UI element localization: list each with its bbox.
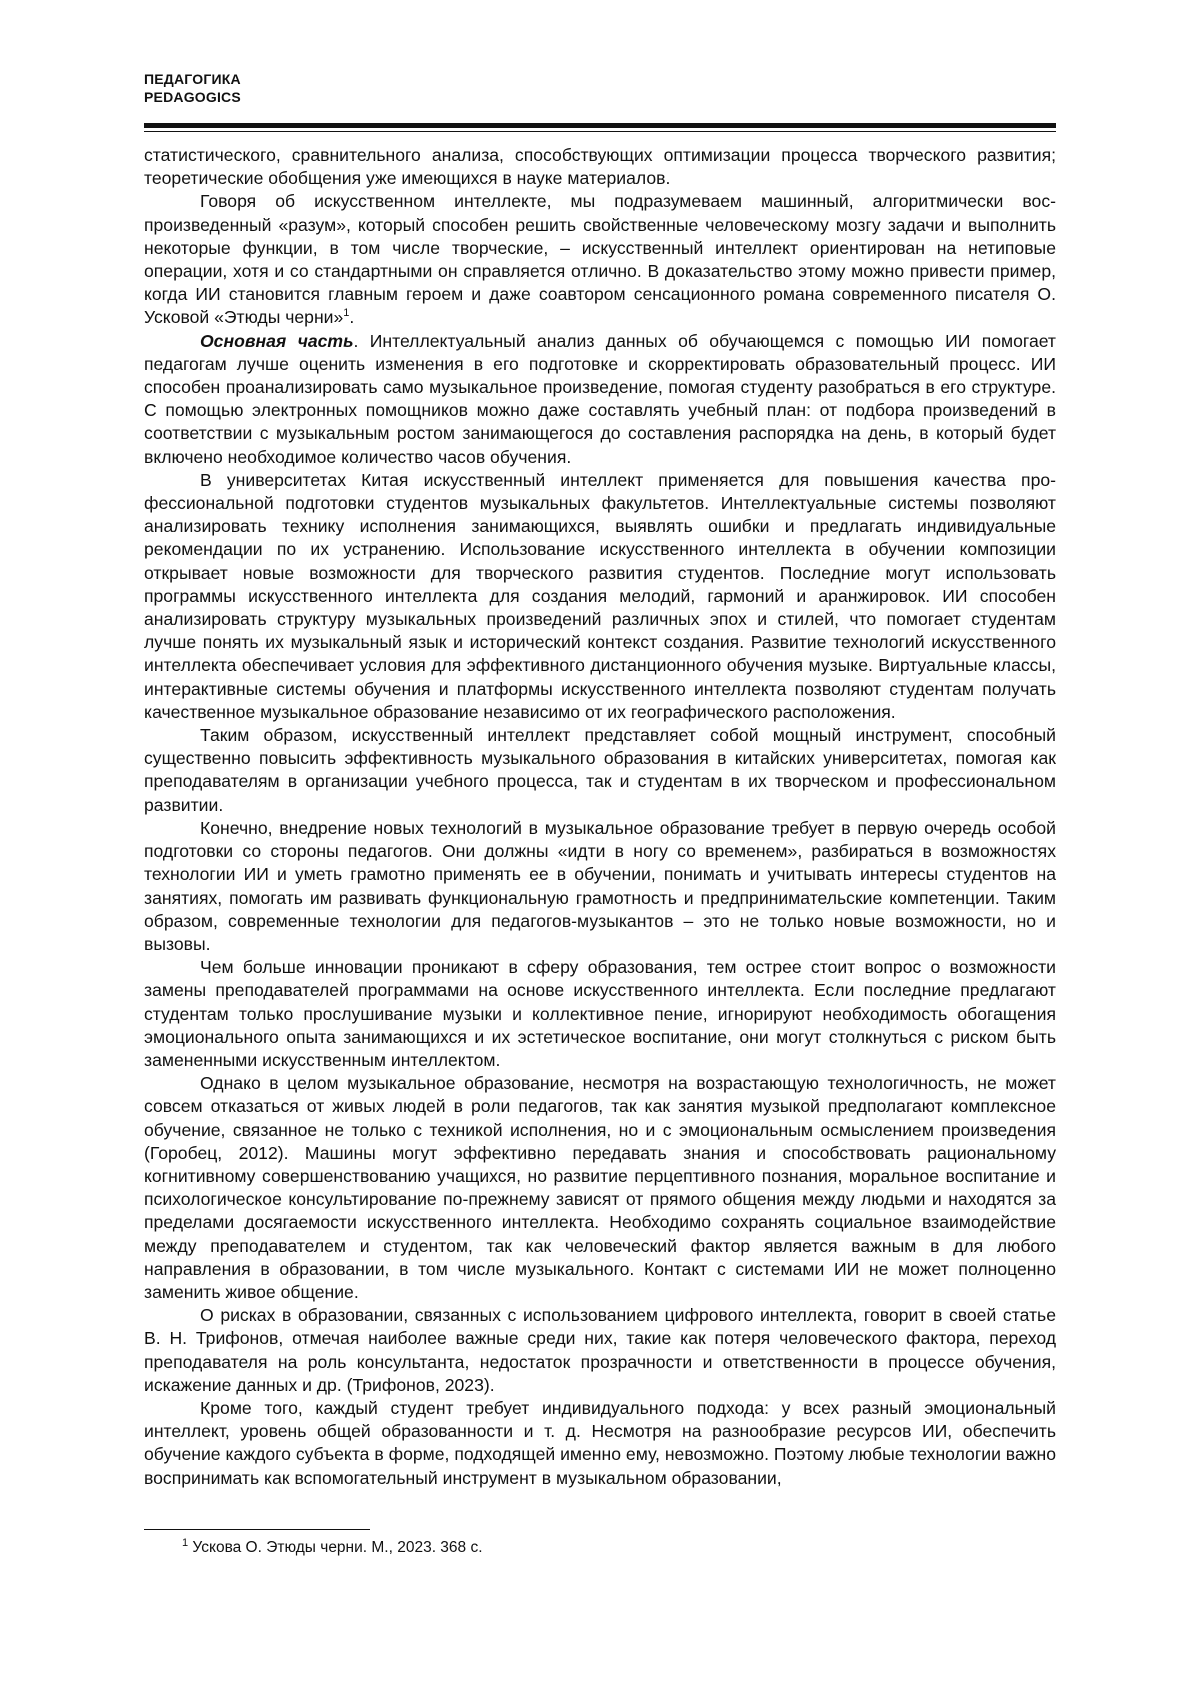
article-body <box>144 144 1056 1490</box>
footnote-reference[interactable]: 1 <box>343 307 350 320</box>
paragraph: Чем больше инновации проникают в сферу образования, тем острее стоит вопрос о возможности замены преподавателей программами на основе искусственного интеллекта. Если последние предлагают студентам только прослушивание музыки и коллективное пение, игнорируют необходимость обогащения эмоционального опыта занимающихся и их эстетическое воспитание, они могут столкнуться с риском быть замененными искусственным интеллектом. <box>144 957 1056 1070</box>
header-rule-thin <box>144 131 1056 132</box>
paragraph: Однако в целом музыкальное образование, несмотря на возрастающую технологичность, не может совсем отказаться от живых людей в роли педагогов, так как занятия музыкой предполагают комплексное обучение, связанное не только с техникой исполнения, но и с эмоциональным осмыслением произведения (Горобец, 2012). Машины могут эффективно передавать знания и способствовать рациональному когнитивному совершенствованию учащихся, но развитие перцептивного познания, моральное воспитание и психологическое консультирование по-прежнему зависят от прямого общения между людьми и находятся за пределами досягаемости искусственного интеллекта. Необходимо сохранять социальное взаимодействие между преподавателем и студентом, так как человеческий фактор является важным в для любого направления в образовании, в том числе музыкального. Контакт с системами ИИ не может полноценно заменить живое общение. <box>144 1073 1056 1302</box>
paragraph: Кроме того, каждый студент требует индивидуального подхода: у всех разный эмоциональный интеллект, уровень общей образованности и т. д. Несмотря на разнообразие ресурсов ИИ, обеспечить обучение каждого субъекта в форме, подходящей именно ему, невозможно. Поэтому любые технологии важно воспринимать как вспомогательный инструмент в музыкальном образовании, <box>144 1397 1056 1488</box>
paragraph-main-part <box>144 330 1056 469</box>
paragraph: В университетах Китая искусственный интеллект применяется для повышения качества профессиональной подготовки студентов музыкальных факультетов. Интеллектуальные системы позволяют анализировать технику исполнения занимающихся, выявлять ошибки и предлагать индивидуальные рекомендации по их устранению. Использование искусственного интеллекта в обучении композиции открывает новые возможности для творческого развития студентов. Последние могут использовать программы искусственного интеллекта для создания мелодий, гармоний и аранжировок. ИИ способен анализировать структуру музыкальных произведений различных эпох и стилей, что помогает студентам лучше понять их музыкальный язык и исторический контекст создания. Развитие технологий искусственного интеллекта обеспечивает условия для эффективного дистанционного обучения музыке. Виртуальные классы, интерактивные системы обучения и платформы искусственного интеллекта позволяют студентам получать качественное музыкальное образование независимо от их географического расположения. <box>144 469 1056 722</box>
paragraph-text: . Интеллектуальный анализ данных об обучающемся с помощью ИИ помогает педагогам лучше оценить изменения в его подготовке и скорректировать образовательный процесс. ИИ способен проанализировать само музыкальное произведение, помогая студенту разобраться в его структуре. С помощью электронных помощников можно даже составлять учебный план: от подбора произведений в соответствии с музыкальным ростом занимающегося до составления распорядка на день, в который будет включено необходимое количество часов обучения. <box>144 330 1056 467</box>
footnote-number: 1 <box>182 1536 189 1549</box>
paragraph: Конечно, внедрение новых технологий в музыкальное образование требует в первую очередь особой подготовки со стороны педагогов. Они должны «идти в ногу со временем», разбираться в возможностях технологии ИИ и уметь грамотно применять ее в обучении, понимать и учитывать интересы студентов на занятиях, помогать им развивать функциональную грамотность и предпринимательские компетенции. Таким образом, современные технологии для педагогов-музыкантов – это не только новые возможности, но и вызовы. <box>144 817 1056 954</box>
paragraph: О рисках в образовании, связанных с использованием цифрового интеллекта, говорит в своей статье В. Н. Трифонов, отмечая наиболее важные среди них, такие как потеря человеческого фактора, переход преподавателя на роль консультанта, недостаток прозрачности и ответственности в процессе обучения, искажение данных и др. (Трифонов, 2023). <box>144 1305 1056 1395</box>
footnote <box>182 1538 483 1558</box>
running-head <box>144 70 241 106</box>
footnote-divider <box>144 1529 370 1530</box>
paragraph-continued: статистического, сравнительного анализа, способствующих оптимизации процесса творческого развития; теоретические обобщения уже имеющихся в науке материалов. <box>144 145 1056 189</box>
paragraph <box>144 190 1056 329</box>
footnote-text: Ускова О. Этюды черни. М., 2023. 368 с. <box>188 1539 483 1556</box>
section-title-en: PEDAGOGICS <box>144 89 241 105</box>
paragraph-end: . <box>349 307 355 328</box>
header-rule-thick <box>144 123 1056 128</box>
paragraph-text: Говоря об искусственном интеллекте, мы подразумеваем машинный, алгоритмически воспроизведенный «разум», который способен решить свойственные человеческому мозгу задачи и выполнить некоторые функции, в том числе творческие, – искусственный интеллект ориентирован на нетиповые операции, хотя и со стандартными он справляется отлично. В доказательство этому можно привести пример, когда ИИ становится главным героем и даже соавтором сенсационного романа современного писателя О. Усковой «Этюды черни» <box>144 191 1056 328</box>
section-lead-heading: Основная часть <box>200 330 354 351</box>
paragraph: Таким образом, искусственный интеллект представляет собой мощный инструмент, способный существенно повысить эффективность музыкального образования в китайских университетах, помогая как преподавателям в организации учебного процесса, так и студентам в их творческом и профессиональном развитии. <box>144 725 1056 815</box>
section-title-ru: ПЕДАГОГИКА <box>144 71 241 87</box>
